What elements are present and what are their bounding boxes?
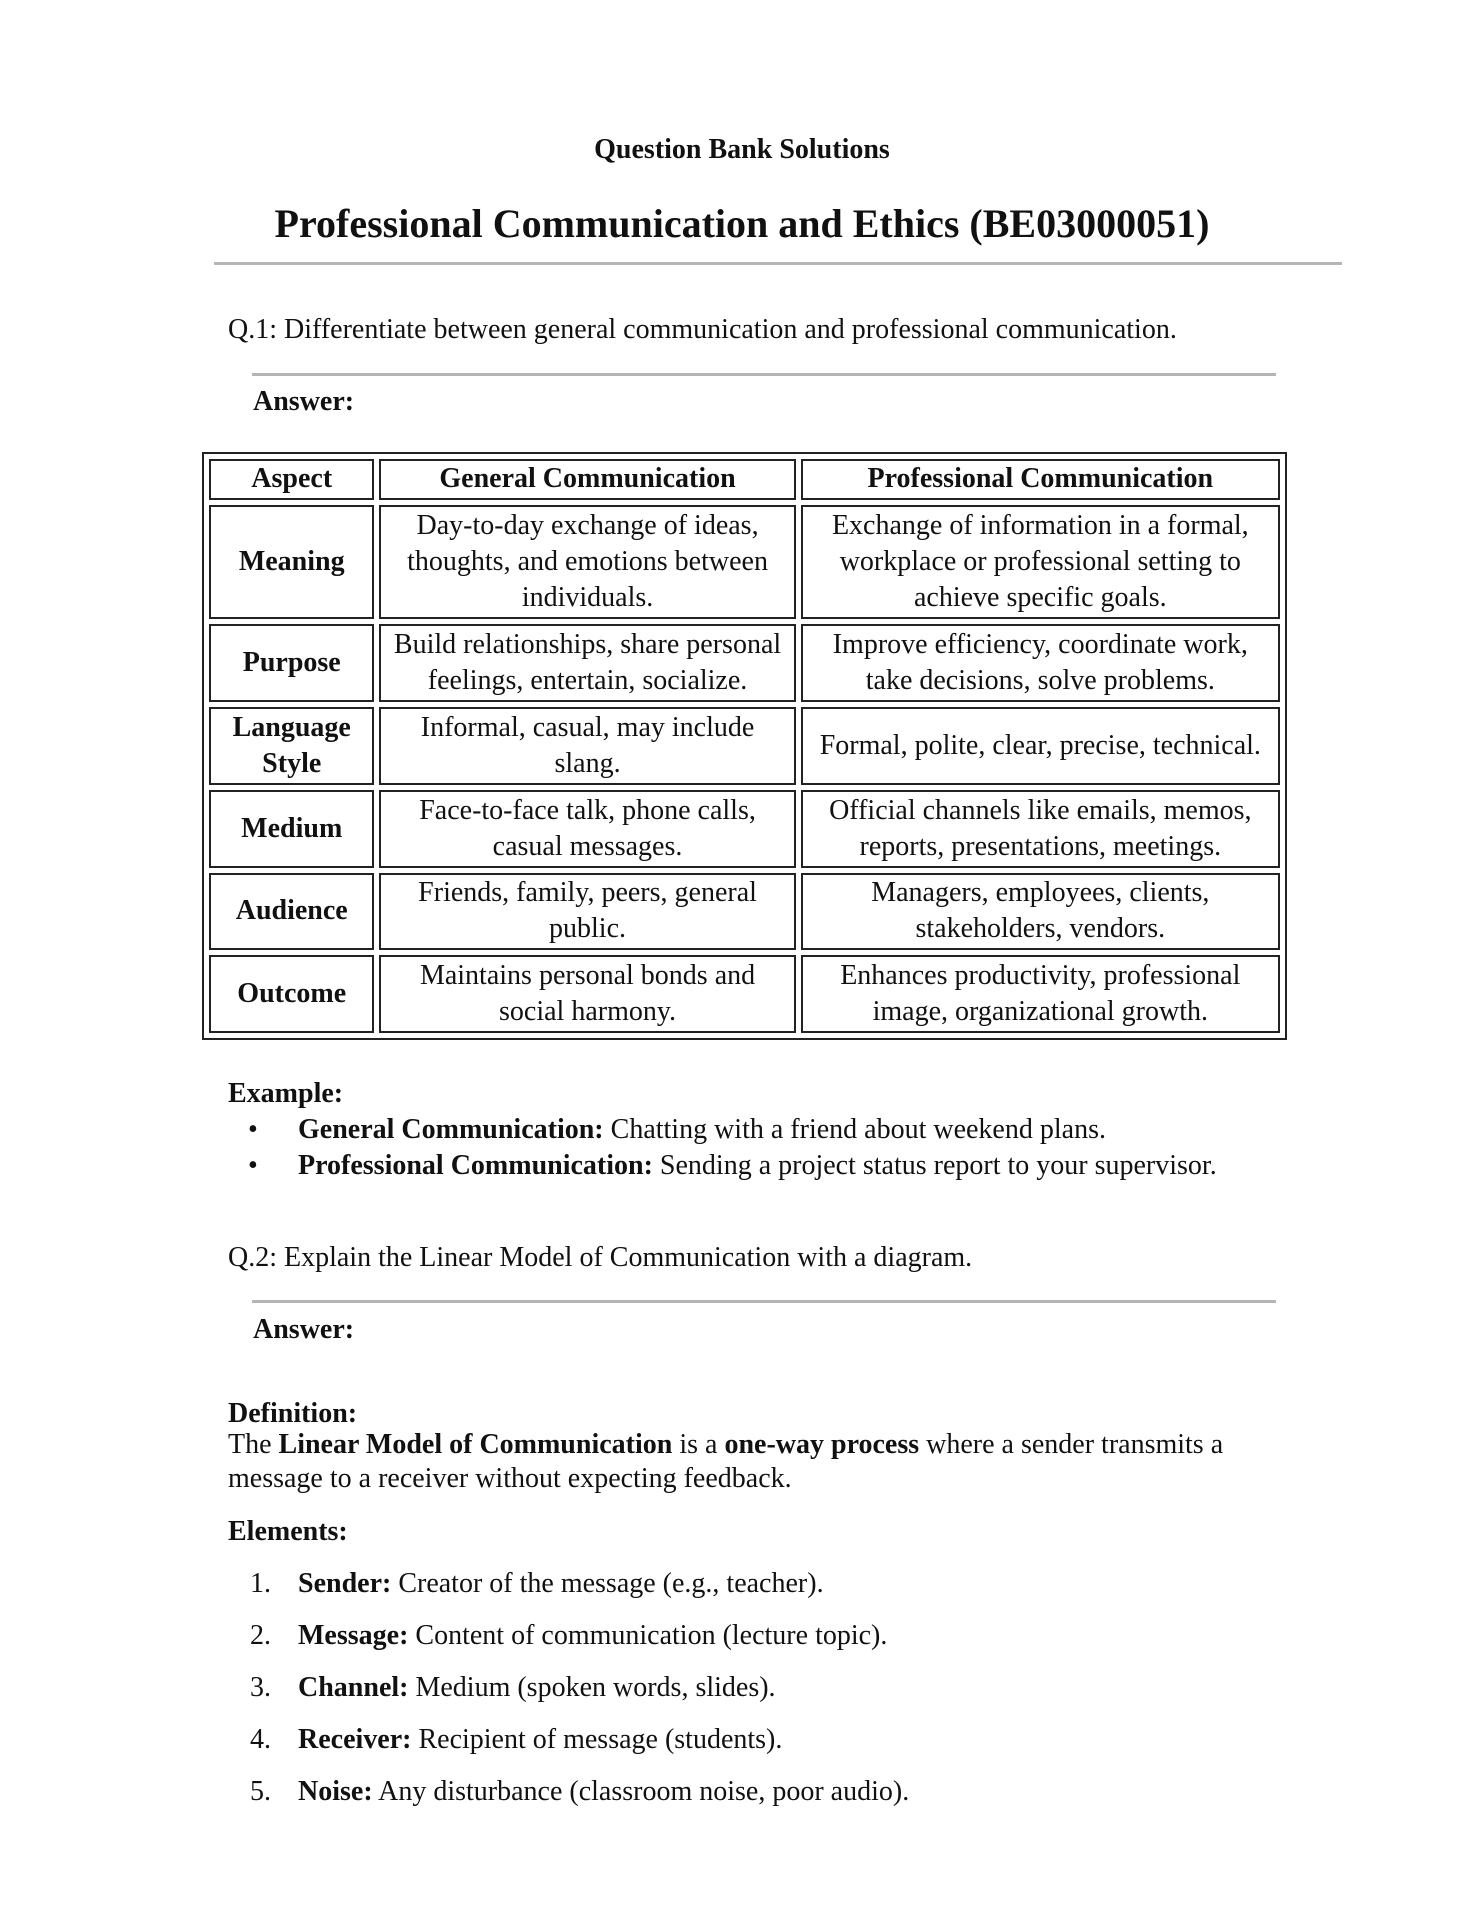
element-term: Message: <box>298 1620 409 1651</box>
example-heading: Example: <box>228 1078 344 1109</box>
definition-term: one-way process <box>724 1429 920 1460</box>
table-header-row <box>209 459 1280 500</box>
list-item <box>298 1672 776 1704</box>
table-header-cell: Aspect <box>209 459 374 500</box>
definition-heading: Definition: <box>228 1398 358 1429</box>
general-cell: Maintains personal bonds and social harmony. <box>379 955 795 1033</box>
example-text: Chatting with a friend about weekend plans. <box>603 1114 1106 1145</box>
definition-paragraph <box>228 1428 1288 1496</box>
element-term: Noise: <box>298 1776 373 1807</box>
list-item <box>298 1776 909 1808</box>
general-cell: Day-to-day exchange of ideas, thoughts, and emotions between individuals. <box>379 505 795 620</box>
element-text: Content of communication (lecture topic). <box>408 1620 888 1651</box>
list-number: 3. <box>250 1672 271 1703</box>
general-cell: Build relationships, share personal feelings, entertain, socialize. <box>379 624 795 702</box>
example-text: Sending a project status report to your supervisor. <box>652 1150 1217 1181</box>
table-header-cell: General Communication <box>379 459 795 500</box>
professional-cell: Improve efficiency, coordinate work, take decisions, solve problems. <box>801 624 1280 702</box>
document-title: Professional Communication and Ethics (BE03000051) <box>274 201 1210 246</box>
professional-cell: Official channels like emails, memos, reports, presentations, meetings. <box>801 790 1280 868</box>
aspect-cell: Purpose <box>209 624 374 702</box>
table-row <box>209 624 1280 702</box>
definition-text: is a <box>672 1429 725 1460</box>
general-cell: Friends, family, peers, general public. <box>379 873 795 951</box>
table-header-cell: Professional Communication <box>801 459 1280 500</box>
title-divider <box>214 262 1342 265</box>
element-text: Recipient of message (students). <box>411 1724 783 1755</box>
comparison-table <box>202 452 1287 1040</box>
list-number: 5. <box>250 1776 271 1807</box>
list-number: 1. <box>250 1568 271 1599</box>
table-row <box>209 955 1280 1033</box>
aspect-cell: Outcome <box>209 955 374 1033</box>
list-number: 4. <box>250 1724 271 1755</box>
aspect-cell: Audience <box>209 873 374 951</box>
general-cell: Informal, casual, may include slang. <box>379 707 795 785</box>
question-2: Q.2: Explain the Linear Model of Communication with a diagram. <box>228 1242 973 1273</box>
question-1-divider <box>252 373 1276 376</box>
element-text: Medium (spoken words, slides). <box>408 1672 776 1703</box>
aspect-cell: Medium <box>209 790 374 868</box>
document-subtitle: Question Bank Solutions <box>594 134 890 165</box>
professional-cell: Exchange of information in a formal, workplace or professional setting to achieve specific goals. <box>801 505 1280 620</box>
table-row <box>209 790 1280 868</box>
table-row <box>209 707 1280 785</box>
general-cell: Face-to-face talk, phone calls, casual messages. <box>379 790 795 868</box>
professional-cell: Formal, polite, clear, precise, technical. <box>801 707 1280 785</box>
element-text: Creator of the message (e.g., teacher). <box>391 1568 824 1599</box>
table-row <box>209 505 1280 620</box>
element-term: Receiver: <box>298 1724 412 1755</box>
definition-text: where a sender transmits a message to a receiver without expecting feedback. <box>228 1429 1224 1494</box>
answer-2-label: Answer: <box>253 1314 355 1345</box>
list-item <box>298 1150 1217 1182</box>
question-1: Q.1: Differentiate between general communication and professional communication. <box>228 314 1177 345</box>
element-term: Sender: <box>298 1568 392 1599</box>
aspect-cell: Meaning <box>209 505 374 620</box>
bullet-icon: • <box>248 1114 258 1145</box>
professional-cell: Enhances productivity, professional image, organizational growth. <box>801 955 1280 1033</box>
element-term: Channel: <box>298 1672 409 1703</box>
professional-cell: Managers, employees, clients, stakeholders, vendors. <box>801 873 1280 951</box>
list-number: 2. <box>250 1620 271 1651</box>
example-term: Professional Communication: <box>298 1150 653 1181</box>
list-item <box>298 1114 1106 1146</box>
list-item <box>298 1620 887 1652</box>
definition-text: The <box>228 1429 279 1460</box>
table-row <box>209 873 1280 951</box>
aspect-cell: Language Style <box>209 707 374 785</box>
element-text: Any disturbance (classroom noise, poor audio). <box>372 1776 910 1807</box>
answer-1-label: Answer: <box>253 386 355 417</box>
example-term: General Communication: <box>298 1114 604 1145</box>
bullet-icon: • <box>248 1150 258 1181</box>
elements-heading: Elements: <box>228 1516 348 1547</box>
list-item <box>298 1724 782 1756</box>
definition-term: Linear Model of Communication <box>278 1429 673 1460</box>
question-2-divider <box>252 1300 1276 1303</box>
list-item <box>298 1568 824 1600</box>
